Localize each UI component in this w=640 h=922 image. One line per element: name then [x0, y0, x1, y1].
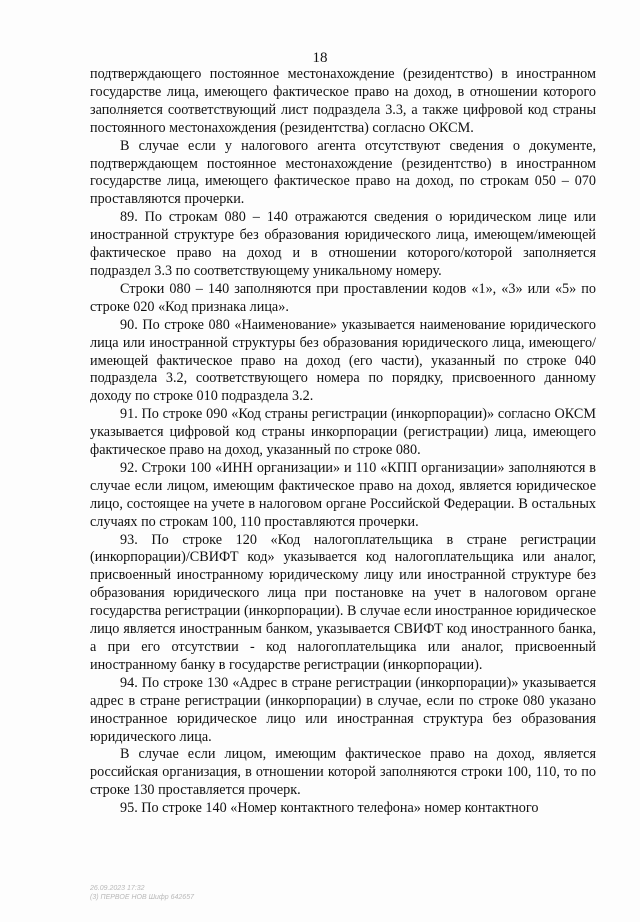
paragraph: Строки 080 – 140 заполняются при проставлении кодов «1», «3» или «5» по строке 020 «Код признака лица». — [90, 280, 596, 315]
paragraph: 94. По строке 130 «Адрес в стране регистрации (инкорпорации)» указывается адрес в стране регистрации (инкорпорации) в случае, если по строке 080 указано иностранное юридическое лицо или иностранная структура без образования юридического лица. — [90, 674, 596, 745]
paragraph: подтверждающего постоянное местонахождение (резидентство) в иностранном государстве лица, имеющего фактическое право на доход, в отношении которого заполняется соответствующий лист подраздела 3.3, а также цифровой код страны постоянного местонахождения (резидентства) согласно ОКСМ. — [90, 66, 596, 136]
paragraph: 93. По строке 120 «Код налогоплательщика в стране регистрации (инкорпорации)/СВИФТ код» указывается код налогоплательщика или аналог, присвоенный иностранному юридическому лицу или иностранной структуре без образования юридического лица при постановке на учет в налоговом органе государства регистрации (инкорпорации). В случае если иностранное юридическое лицо является иностранным банком, указывается СВИФТ код иностранного банка, а при его отсутствии - код налогоплательщика или аналог, присвоенный иностранному банку в государстве регистрации (инкорпорации). — [90, 531, 596, 673]
paragraph: 92. Строки 100 «ИНН организации» и 110 «КПП организации» заполняются в случае если лицом, имеющим фактическое право на доход, является юридическое лицо, состоящее на учете в налоговом органе Российской Федерации. В остальных случаях по строкам 100, 110 проставляются прочерки. — [90, 459, 596, 530]
footer-stamp-line: (3) ПЕРВОЕ НОВ Шифр 642657 — [90, 894, 194, 901]
footer-stamp — [90, 884, 194, 902]
paragraph: В случае если лицом, имеющим фактическое право на доход, является российская организация, в отношении которой заполняются строки 100, 110, то по строке 130 проставляется прочерк. — [90, 746, 596, 799]
paragraph: 90. По строке 080 «Наименование» указывается наименование юридического лица или иностранной структуры без образования юридического лица, имеющего/имеющей фактическое право на доход (его части), указанный по строке 040 подраздела 3.2, соответствующего номера по порядку, присвоенного данному доходу по строке 010 подраздела 3.2. — [90, 316, 596, 405]
page-number: 18 — [312, 50, 328, 66]
paragraph: 95. По строке 140 «Номер контактного телефона» номер контактного — [120, 800, 539, 817]
footer-stamp-line: 26.09.2023 17:32 — [90, 885, 145, 892]
document-body — [90, 66, 596, 818]
paragraph: В случае если у налогового агента отсутствуют сведения о документе, подтверждающем постоянное местонахождение (резидентство) в иностранном государстве лица, имеющего фактическое право на доход, по строкам 050 – 070 проставляются прочерки. — [90, 137, 596, 208]
paragraph: 89. По строкам 080 – 140 отражаются сведения о юридическом лице или иностранной структуре без образования юридического лица, имеющем/имеющей фактическое право на доход и в отношении которого/которой заполняется подраздел 3.3 по соответствующему уникальному номеру. — [90, 209, 596, 279]
paragraph: 91. По строке 090 «Код страны регистрации (инкорпорации)» согласно ОКСМ указывается цифровой код страны инкорпорации (регистрации) лица, имеющего фактическое право на доход, указанный по строке 080. — [90, 406, 596, 459]
